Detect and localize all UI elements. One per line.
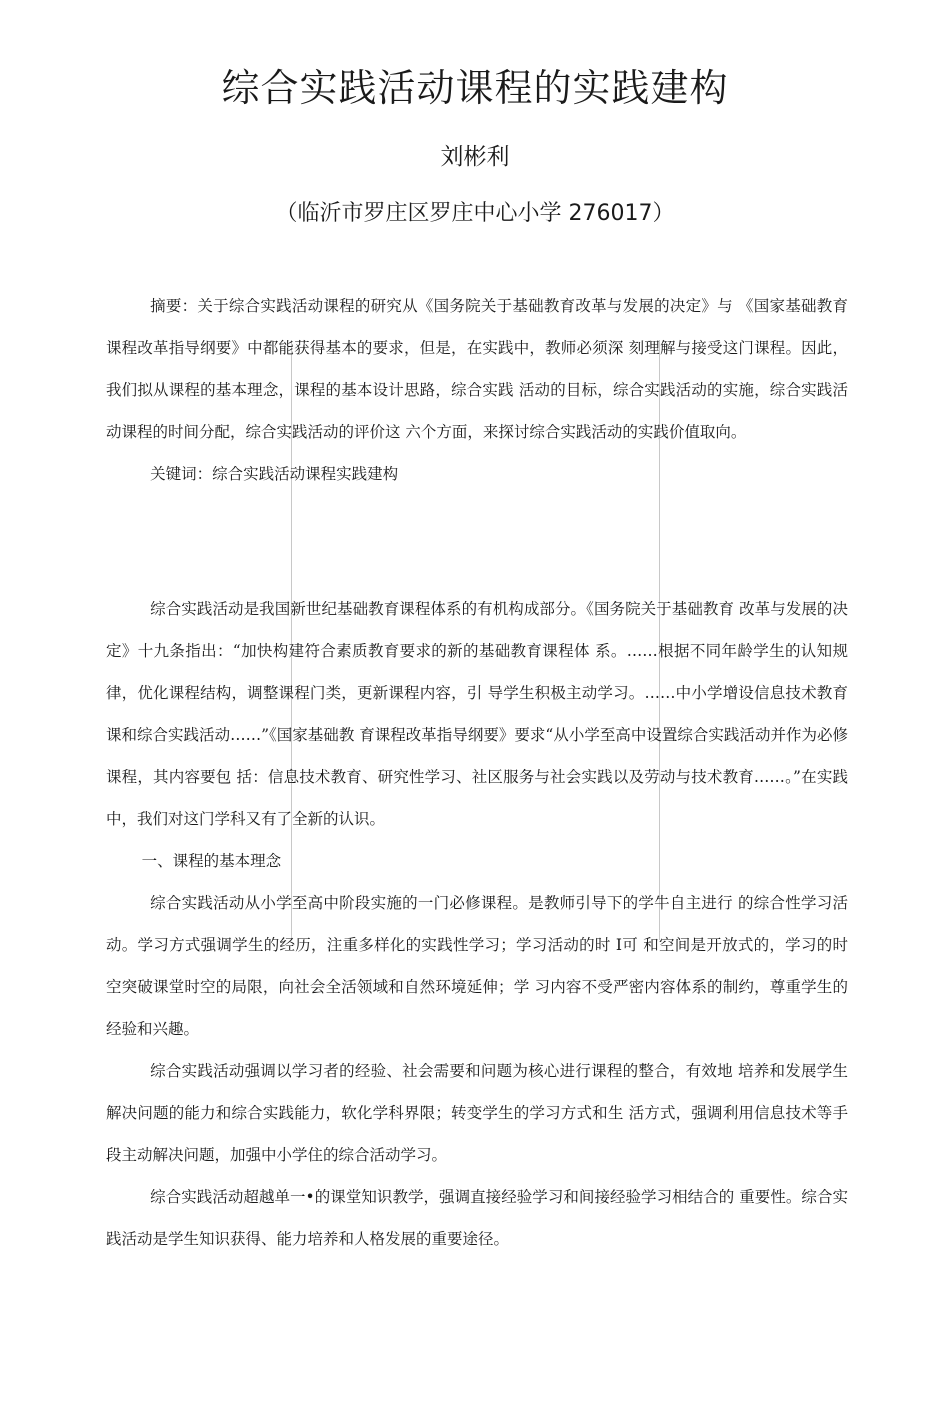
- section-paragraph: 综合实践活动从小学至高中阶段实施的一门必修课程。是教师引导下的学牛自主进行 的综合性学习活动。学习方式强调学生的经历，注重多样化的实践性学习；学习活动的时 I可 和空间是开放式的，学习的时空突破课堂时空的局限，向社会全活领域和自然环境延伸；学 习内容不受严密内容体系的制约，尊重学生的经验和兴趣。: [106, 894, 848, 1038]
- main-body: [106, 588, 848, 1260]
- author-name: 刘彬利: [440, 144, 510, 170]
- section-heading: 一、课程的基本理念: [141, 852, 282, 870]
- section-paragraph: 综合实践活动强调以学习者的经验、社会需要和问题为核心进行课程的整合，有效地 培养和发展学生解决问题的能力和综合实践能力，软化学科界限；转变学生的学习方式和生 活方式，强调利用信息技术等手段主动解决问题，加强中小学住的综合活动学习。: [106, 1062, 848, 1164]
- document-title: 综合实践活动课程的实践建构: [221, 66, 729, 110]
- author-affiliation: （临沂市罗庄区罗庄中心小学 276017）: [275, 201, 675, 226]
- intro-paragraph: 综合实践活动是我国新世纪基础教育课程体系的有机构成部分。《国务院关于基础教育 改革与发展的决定》十九条指出：“加快构建符合素质教育要求的新的基础教育课程体 系。……根据不同年龄学生的认知规律，优化课程结构，调整课程门类，更新课程内容，引 导学生积极主动学习。……中小学增设信息技术教育课和综合实践活动……”《国家基础教 育课程改革指导纲要》要求“从小学至高中设置综合实践活动并作为必修课程，其内容要包 括：信息技术教育、研究性学习、社区服务与社会实践以及劳动与技术教育……。”在实践 中，我们对这门学科又有了全新的认识。: [106, 600, 848, 828]
- keywords-paragraph: 关键词：综合实践活动课程实践建构: [150, 465, 399, 483]
- abstract-block: [106, 285, 848, 495]
- section-paragraph: 综合实践活动超越单一•的课堂知识教学，强调直接经验学习和间接经验学习相结合的 重要性。综合实践活动是学生知识获得、能力培养和人格发展的重要途径。: [106, 1188, 848, 1248]
- abstract-paragraph: 摘要：关于综合实践活动课程的研究从《国务院关于基础教育改革与发展的决定》与 《国家基础教育课程改革指导纲要》中都能获得基本的要求，但是，在实践中，教师必须深 刻理解与接受这门课程。因此，我们拟从课程的基本理念，课程的基本设计思路，综合实践 活动的目标，综合实践活动的实施，综合实践活动课程的时间分配，综合实践活动的评价这 六个方面，来探讨综合实践活动的实践价值取向。: [106, 297, 848, 441]
